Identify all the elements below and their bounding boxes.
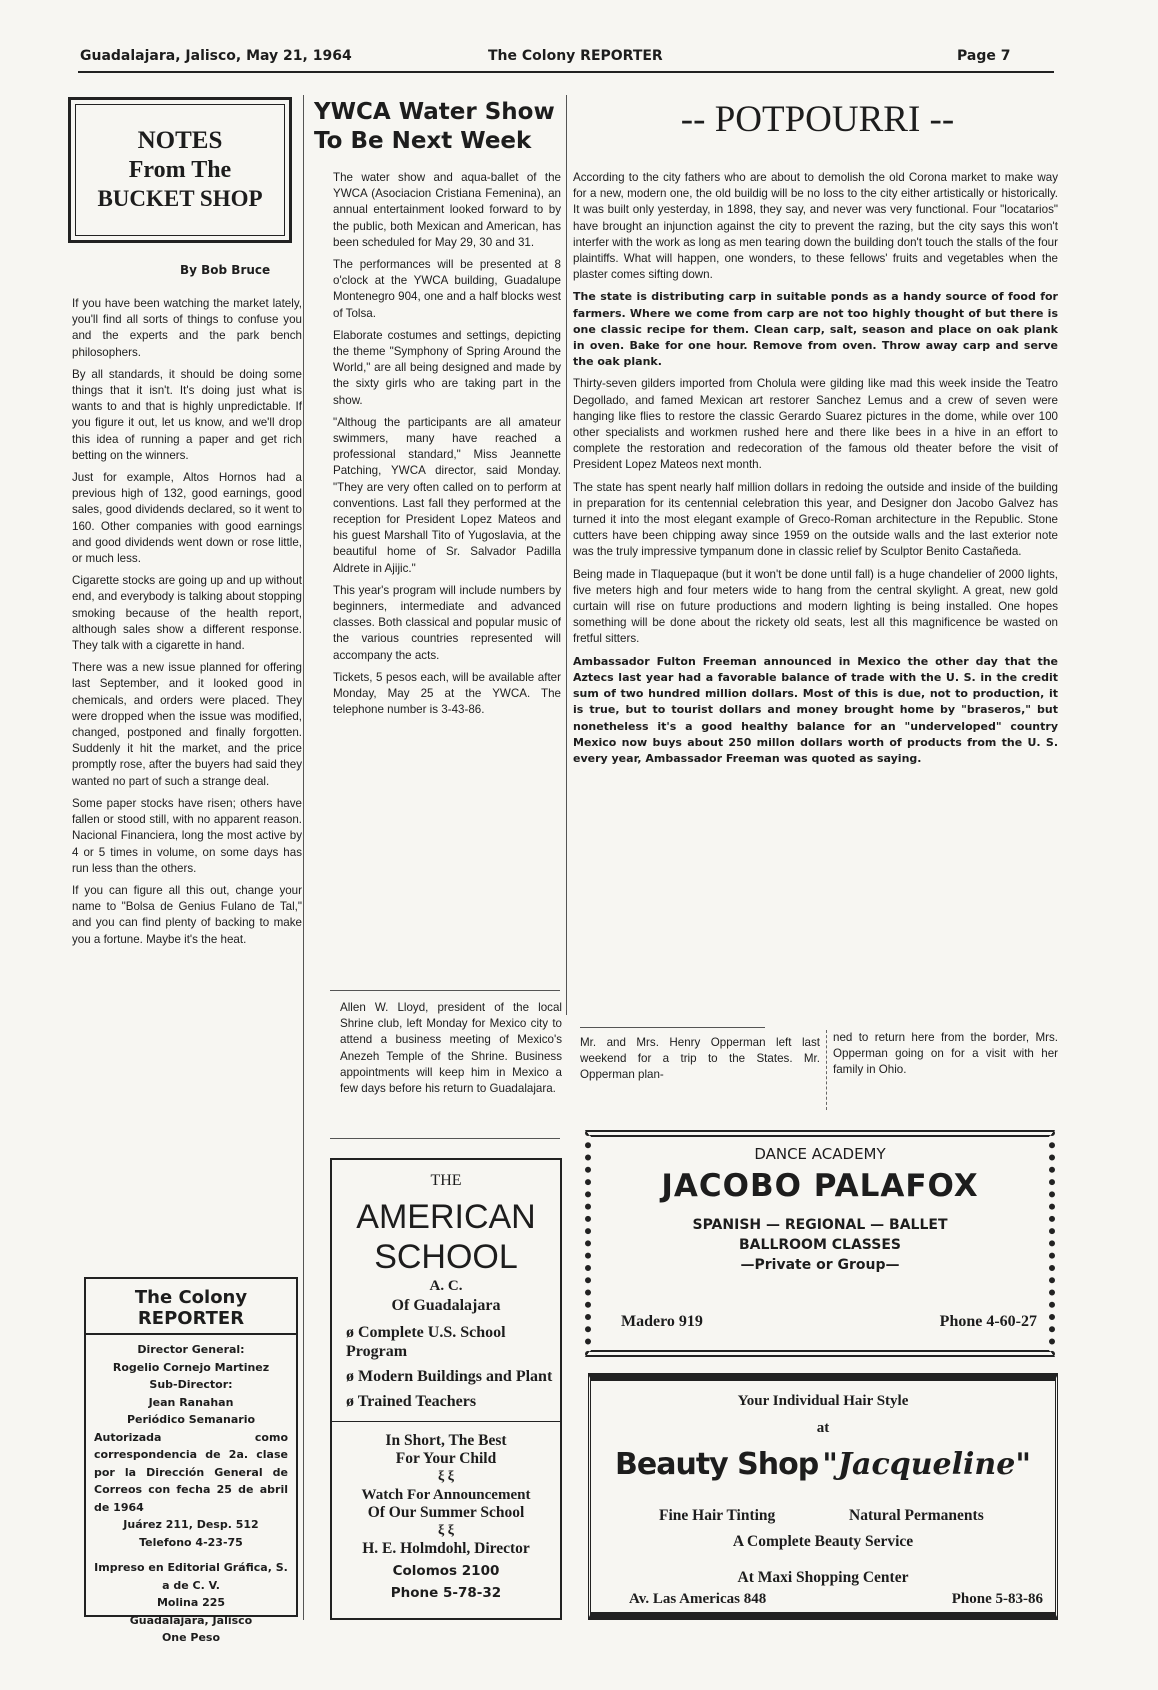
dance-phone: Phone 4-60-27 bbox=[939, 1313, 1037, 1330]
divider bbox=[330, 990, 560, 991]
masthead-name: The Colony REPORTER bbox=[86, 1279, 296, 1335]
beauty-feature: Natural Permanents bbox=[849, 1507, 984, 1524]
dance-academy-ad bbox=[585, 1130, 1055, 1357]
beauty-line: at bbox=[816, 1420, 830, 1436]
notes-paragraph: If you have been watching the market lately, you'll find all sorts of things to confuse you and the experts and the park bench philosophers. bbox=[72, 297, 302, 359]
masthead-line: Telefono 4-23-75 bbox=[139, 1535, 243, 1549]
potpourri-paragraph: Being made in Tlaquepaque (but it won't be done until fall) is a huge chandelier of 2000 lights, five meters high and four meters wide to hang from the central skylight. A great, new gold curtain will rise on future productions and modern lighting is being installed. One hopes something will be done about the rickety old seats, lest all this magnificence be wasted on fretful sitters. bbox=[573, 567, 1058, 646]
header-paper-name: The Colony REPORTER bbox=[488, 48, 663, 64]
lloyd-paragraph: Allen W. Lloyd, president of the local Shrine club, left Monday for Mexico city to attend a business meeting of Mexico's Anezeh Temple of the Shrine. Business appointments will keep him in Mexico a few days before his return to Guadalajara. bbox=[340, 1001, 562, 1096]
ywca-paragraph: This year's program will include numbers by beginners, intermediate and advanced classes. Both classical and popular music of the various countries represented will accompany the acts. bbox=[333, 583, 561, 662]
school-deco: ξ ξ bbox=[438, 1523, 454, 1538]
beauty-line: Your Individual Hair Style bbox=[737, 1393, 909, 1409]
school-phone: Phone 5-78-32 bbox=[390, 1585, 502, 1601]
potpourri-title: -- POTPOURRI -- bbox=[680, 99, 955, 140]
masthead-line: Molina 225 bbox=[156, 1596, 226, 1609]
masthead-line: Impreso en Editorial Gráfica, S. a de C. V. bbox=[94, 1561, 288, 1592]
beauty-feature: Fine Hair Tinting bbox=[659, 1507, 776, 1524]
masthead-box bbox=[84, 1277, 298, 1644]
school-director: H. E. Holmdohl, Director bbox=[362, 1540, 530, 1557]
beauty-name bbox=[591, 1445, 1055, 1490]
ywca-headline-line-1: YWCA Water Show bbox=[314, 99, 555, 125]
masthead-line: Rogelio Cornejo Martinez bbox=[112, 1360, 270, 1374]
dance-top: DANCE ACADEMY bbox=[754, 1145, 886, 1163]
school-american: AMERICAN bbox=[356, 1198, 536, 1236]
masthead-line: Periódico Semanario bbox=[126, 1413, 256, 1426]
dance-line: —Private or Group— bbox=[740, 1257, 900, 1273]
notes-paragraph: Just for example, Altos Hornos had a previous high of 132, good earnings, good sales, good dividends declared, so it went to 160. Other companies with good earnings and good dividends went down or rose little, or much less. bbox=[72, 471, 302, 566]
school-announcement: Of Our Summer School bbox=[367, 1504, 525, 1521]
school-announcement: Watch For Announcement bbox=[361, 1487, 531, 1503]
ywca-paragraph: Elaborate costumes and settings, depicting the theme "Symphony of Spring Around the World," are all being designed and made by the sixty girls who are taking part in the show. bbox=[333, 328, 561, 407]
potpourri-paragraph: The state is distributing carp in suitable ponds as a handy source of food for farmers. Where we come from carp are not too highly thought of but there is one classic recipe for them. Clean carp, salt, season and place on oak plank in oven. Bake for one hour. Remove from oven. Throw away carp and serve the oak plank. bbox=[573, 290, 1058, 369]
ywca-headline bbox=[314, 98, 564, 156]
notes-title: NOTES bbox=[137, 127, 223, 154]
school-city: Of Guadalajara bbox=[391, 1297, 501, 1314]
potpourri-paragraph: Ambassador Fulton Freeman announced in Mexico the other day that the Aztecs last year had a favorable balance of trade with the U. S. in the credit sum of two hundred million dollars. Most of this is due, not to production, it is true, but to tourist dollars and money brought home by "braseros," but nonetheless it's a good healthy balance for an "underveloped" country Mexico now buys about 250 millon dollars worth of products from the U. S. every year, Ambassador Freeman was quoted as saying. bbox=[573, 654, 1058, 765]
opperman-item-right bbox=[826, 1030, 1058, 1110]
column-rule bbox=[303, 95, 304, 1620]
dance-name: JACOBO PALAFOX bbox=[661, 1168, 979, 1204]
header-page-number: Page 7 bbox=[957, 48, 1011, 64]
masthead-line: Director General: bbox=[137, 1343, 245, 1356]
ywca-paragraph: "Althoug the participants are all amateur swimmers, many have reached a professional standard," Miss Jeannette Patching, YWCA director, said Monday. "They are very often called on to perform at conventions. Last fall they performed at the reception for President Lopez Mateos and his guest Marshall Tito of Yugoslavia, at the beautiful home of Sr. Salvador Padilla Aldrete in Ajijic." bbox=[333, 415, 561, 575]
masthead-line: Sub-Director: bbox=[149, 1378, 233, 1391]
dance-address: Madero 919 bbox=[621, 1313, 703, 1330]
header-rule bbox=[78, 71, 1054, 73]
notes-paragraph: Cigarette stocks are going up and up without end, and everybody is talking about stopping smoking because of the health report, although sales show a different response. They talk with a cigarette in hand. bbox=[72, 574, 302, 653]
beauty-name-1: Beauty Shop bbox=[615, 1447, 819, 1482]
school-tagline: For Your Child bbox=[395, 1450, 497, 1467]
school-tagline: In Short, The Best bbox=[385, 1432, 507, 1449]
lloyd-item bbox=[340, 1000, 562, 1125]
dance-line: BALLROOM CLASSES bbox=[739, 1237, 901, 1253]
notes-paragraph: There was a new issue planned for offering last September, and it looked good in chemicals, and orders were placed. They were dropped when the issue was modified, changed, postponed and finally forgotten. Suddenly it hit the market, and the price promptly rose, after the buyers had said they wanted no part of such a strange deal. bbox=[72, 661, 302, 788]
beauty-line: At Maxi Shopping Center bbox=[737, 1569, 909, 1586]
potpourri-paragraph: Thirty-seven gilders imported from Cholula were gilding like mad this week inside the Teatro Degollado, and famed Mexican art restorer Sanchez Lemus and a crew of seven were hanging like flies to restore the classic Gerardo Suarez pictures in the dome, while over 100 other specialists and workmen rushed here and there like bees in a hive in an effort to complete the restoration and redecoration of the famous old theater before the visit of President Lopez Mateos next month. bbox=[573, 377, 1058, 472]
beauty-line: A Complete Beauty Service bbox=[732, 1533, 914, 1550]
notes-title-box bbox=[68, 97, 292, 243]
masthead-line: Guadalajara, Jalisco bbox=[129, 1613, 253, 1627]
ywca-paragraph: The performances will be presented at 8 o'clock at the YWCA building, Guadalupe Montenegro 904, one and a half blocks west of Tolsa. bbox=[333, 258, 561, 320]
notes-body bbox=[72, 296, 302, 1260]
divider bbox=[580, 1027, 765, 1028]
potpourri-paragraph: The state has spent nearly half million dollars in redoing the outside and inside of the building in preparation for its centennial celebration this year, and Designer don Jacobo Galvez has turned it into the most elegant example of Greco-Roman architecture in the Republic. Stone cutters have been chipping away since 1959 on the outside walls and the last exterior note was the truly impressive tympanum done in classic relief by Sculptor Benito Castañeda. bbox=[573, 480, 1058, 559]
masthead-line: One Peso bbox=[161, 1631, 221, 1644]
school-ac: A. C. bbox=[429, 1278, 463, 1294]
school-bullet: ø Complete U.S. School Program bbox=[346, 1324, 506, 1360]
beauty-name-2: "Jacqueline" bbox=[822, 1447, 1031, 1482]
school-the: THE bbox=[430, 1172, 462, 1189]
notes-subtitle: From The bbox=[128, 157, 232, 183]
school-bullet: ø Modern Buildings and Plant bbox=[346, 1368, 553, 1385]
divider bbox=[330, 1138, 560, 1139]
potpourri-body bbox=[573, 170, 1058, 1020]
school-deco: ξ ξ bbox=[438, 1469, 454, 1484]
dance-line: SPANISH — REGIONAL — BALLET bbox=[692, 1217, 948, 1233]
ywca-headline-line-2: To Be Next Week bbox=[314, 128, 532, 154]
school-school: SCHOOL bbox=[374, 1238, 518, 1276]
notes-subtitle-2: BUCKET SHOP bbox=[97, 186, 263, 211]
beauty-phone: Phone 5-83-86 bbox=[951, 1591, 1043, 1607]
masthead-line: Juárez 211, Desp. 512 bbox=[123, 1518, 259, 1531]
ywca-body bbox=[333, 170, 561, 985]
opperman-item-left bbox=[580, 1035, 820, 1115]
potpourri-paragraph: According to the city fathers who are about to demolish the old Corona market to make way for a new, modern one, the old buildig will be no loss to the city either artistically or historically. It was built only yesterday, in 1898, they say, and never was very functional. Four "locatarios" have brought an injunction against the city to prevent the razing, but the city says this won't interfer with the work as long as men tearing down the building don't touch the stalls of the four plaintiffs. What will happen, one wonders, to these fellows' fruits and vegetables when the plaster comes sifting down. bbox=[573, 171, 1058, 282]
american-school-ad bbox=[330, 1158, 562, 1620]
school-bullet: ø Trained Teachers bbox=[346, 1393, 477, 1410]
beauty-shop-ad bbox=[588, 1373, 1058, 1620]
notes-byline: By Bob Bruce bbox=[180, 263, 271, 277]
header-date: Guadalajara, Jalisco, May 21, 1964 bbox=[80, 48, 352, 64]
column-rule bbox=[566, 95, 567, 1015]
ywca-paragraph: The water show and aqua-ballet of the YWCA (Asociacion Cristiana Femenina), an annual entertainment looked forward to by the public, both Mexican and American, has been scheduled for May 29, 30 and 31. bbox=[333, 171, 561, 249]
ywca-paragraph: Tickets, 5 pesos each, will be available after Monday, May 25 at the YWCA. The telephone number is 3-43-86. bbox=[333, 670, 561, 717]
notes-paragraph: If you can figure all this out, change your name to "Bolsa de Genius Fulano de Tal," and you can find plenty of backing to make you a fortune. Maybe it's the heat. bbox=[72, 883, 302, 946]
notes-paragraph: Some paper stocks have risen; others have fallen or stood still, with no apparent reason. Nacional Financiera, long the most active by 4 or 5 times in volume, on some days has run less than the others. bbox=[72, 796, 302, 875]
notes-paragraph: By all standards, it should be doing some things that it isn't. It's doing just what is wants to and that is highly unpredictable. If you figure it out, let us know, and we'll drop this idea of running a paper and get rich betting on the winners. bbox=[72, 367, 302, 462]
opperman-text: Mr. and Mrs. Henry Opperman left last weekend for a trip to the States. Mr. Opperman plan- bbox=[580, 1036, 820, 1082]
masthead-line: Jean Ranahan bbox=[148, 1395, 234, 1409]
school-address: Colomos 2100 bbox=[392, 1563, 500, 1579]
beauty-address: Av. Las Americas 848 bbox=[629, 1591, 767, 1607]
masthead-line: Autorizada como correspondencia de 2a. clase por la Dirección General de Correos con fecha 25 de abril de 1964 bbox=[94, 1430, 288, 1514]
opperman-text: ned to return here from the border, Mrs. Opperman going on for a visit with her family in Ohio. bbox=[833, 1031, 1058, 1077]
